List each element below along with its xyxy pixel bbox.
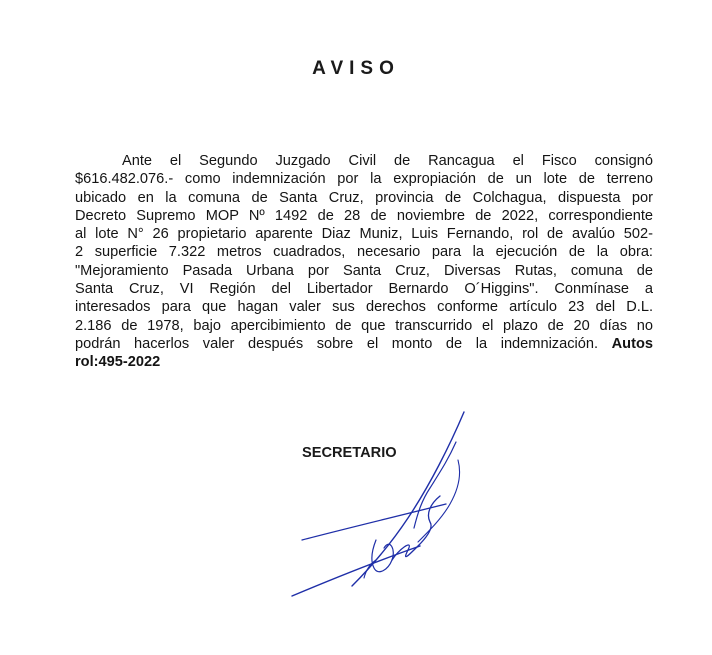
body-line-5: al lote N° 26 propietario aparente Diaz Muniz, Luis Fernando, rol de avalúo 502- [75, 226, 653, 243]
signer-title: SECRETARIO [302, 445, 397, 461]
notice-body [75, 152, 653, 372]
case-label: Autos [611, 335, 653, 352]
body-line-9: interesados para que hagan valer sus derechos conforme artículo 23 del D.L. [75, 299, 653, 316]
body-line-11-text: podrán hacerlos valer después sobre el monto de la indemnización. [75, 335, 612, 352]
body-line-7: "Mejoramiento Pasada Urbana por Santa Cruz, Diversas Rutas, comuna de [75, 262, 653, 279]
signature-stroke-underline [292, 546, 420, 596]
body-line-8: Santa Cruz, VI Región del Libertador Bernardo O´Higgins". Conmínase a [75, 281, 653, 298]
body-line-3: ubicado en la comuna de Santa Cruz, provincia de Colchagua, dispuesta por [75, 189, 653, 206]
signature-stroke-right-tail [418, 460, 460, 542]
body-line-2: $616.482.076.- como indemnización por la expropiación de un lote de terreno [75, 171, 653, 188]
body-line-1: Ante el Segundo Juzgado Civil de Rancagua el Fisco consignó [122, 153, 653, 169]
signature-stroke-upper-loop [414, 442, 456, 528]
signature-stroke-crossbar [302, 504, 446, 540]
handwritten-signature [280, 400, 500, 610]
body-line-6: 2 superficie 7.322 metros cuadrados, necesario para la ejecución de la obra: [75, 244, 653, 261]
body-line-4: Decreto Supremo MOP Nº 1492 de 28 de noviembre de 2022, correspondiente [75, 207, 653, 224]
body-line-11 [75, 335, 653, 353]
case-number: rol:495-2022 [75, 354, 161, 371]
signature-stroke-long-diagonal [352, 412, 464, 586]
body-line-10: 2.186 de 1978, bajo apercibimiento de que transcurrido el plazo de 20 días no [75, 317, 653, 334]
signature-stroke-left-loop [372, 540, 393, 572]
notice-title: AVISO [312, 58, 400, 79]
